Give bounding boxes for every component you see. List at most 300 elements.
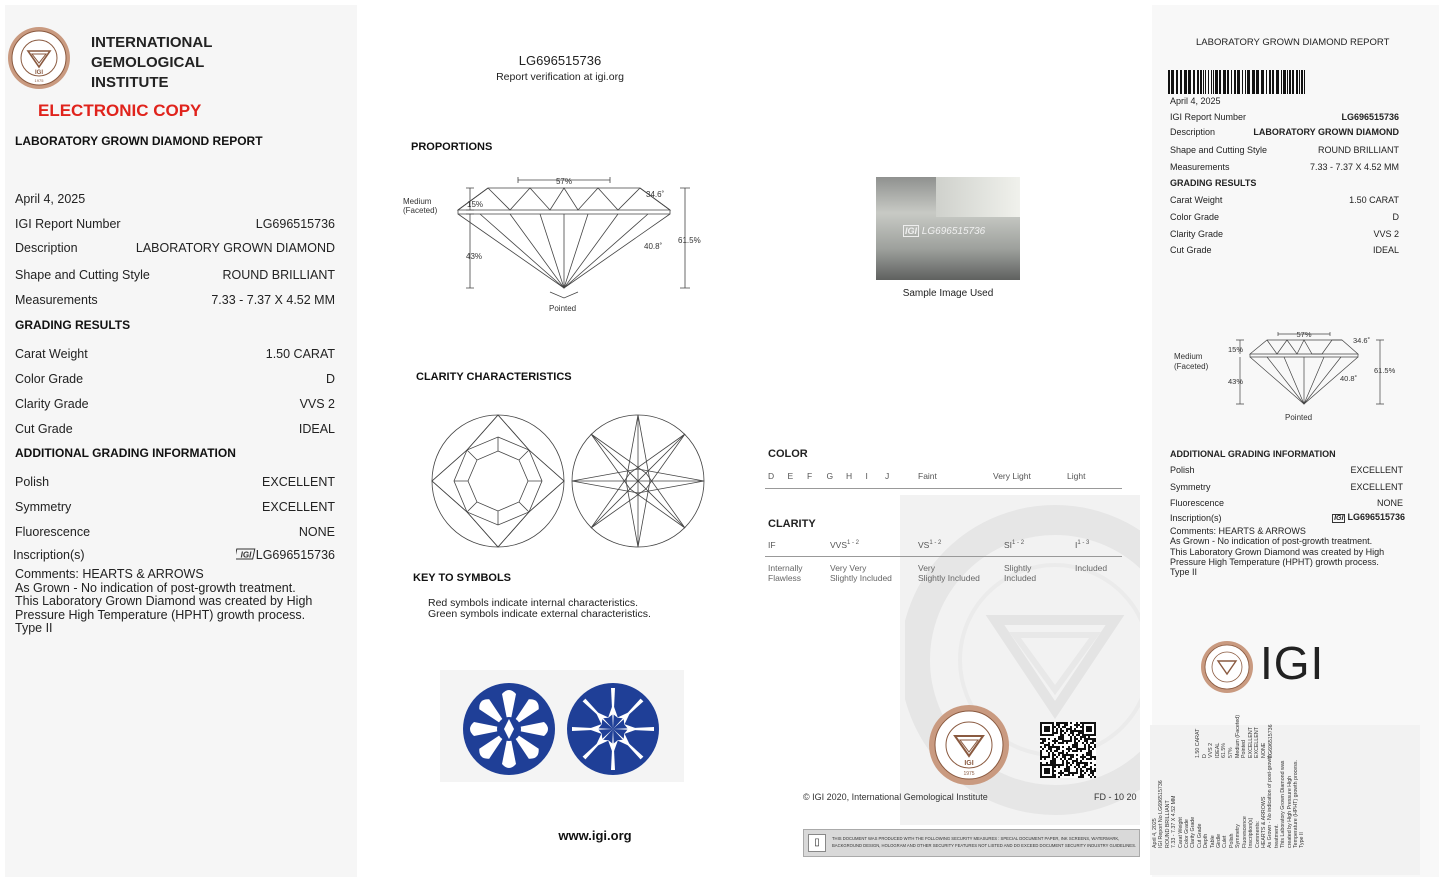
qr-module xyxy=(1056,722,1058,724)
svg-text:1975: 1975 xyxy=(34,78,44,83)
barcode-bar xyxy=(1193,70,1195,94)
website-link[interactable]: www.igi.org xyxy=(558,828,632,843)
prop-pavilion-depth-label: 43% xyxy=(466,252,483,261)
qr-module xyxy=(1052,760,1054,762)
qr-module xyxy=(1076,722,1078,724)
qr-module xyxy=(1066,722,1068,724)
right-date: April 4, 2025 xyxy=(1170,96,1221,106)
clarity-vs-desc-1: Very xyxy=(918,563,936,573)
qr-code-icon[interactable] xyxy=(1040,722,1096,778)
qr-module xyxy=(1092,770,1094,772)
right-prop-girdle-label-1: Medium xyxy=(1174,352,1203,361)
qr-module xyxy=(1078,748,1080,750)
right-prop-pavilion-depth-label: 43% xyxy=(1228,377,1244,386)
barcode-bar xyxy=(1289,70,1291,94)
qr-module xyxy=(1066,748,1068,750)
stub-row: Color Grade xyxy=(1184,819,1191,848)
clarity-si-desc-1: Slightly xyxy=(1004,563,1032,573)
qr-module xyxy=(1050,760,1052,762)
qr-module xyxy=(1076,754,1078,756)
qr-module xyxy=(1062,734,1064,736)
igi-brand-seal-icon xyxy=(1200,640,1254,694)
qr-module xyxy=(1092,748,1094,750)
value-carat: 1.50 CARAT xyxy=(265,347,335,361)
right-comment-line: This Laboratory Grown Diamond was created by High xyxy=(1170,546,1385,557)
clarity-vvs-desc-2: Slightly Included xyxy=(830,573,892,583)
barcode-bar xyxy=(1261,70,1264,94)
qr-module xyxy=(1090,770,1092,772)
qr-module xyxy=(1068,772,1070,774)
qr-module xyxy=(1074,738,1076,740)
barcode-bar xyxy=(1171,70,1174,94)
clarity-si-label: SI xyxy=(1004,540,1013,550)
qr-module xyxy=(1044,746,1046,748)
stub-row: April 4, 2025 xyxy=(1152,818,1158,848)
stub-value: EXCELLENT xyxy=(1254,727,1261,758)
right-label-color: Color Grade xyxy=(1170,212,1220,222)
right-value-measurements: 7.33 - 7.37 X 4.52 MM xyxy=(1309,162,1399,172)
color-light: Light xyxy=(1067,471,1086,481)
qr-module xyxy=(1046,744,1048,746)
qr-module xyxy=(1094,744,1096,746)
key-to-symbols-line1: Red symbols indicate internal characteristics. xyxy=(428,597,639,609)
stub-row: 7.33 - 7.37 X 4.52 MM xyxy=(1171,795,1178,848)
qr-module xyxy=(1064,770,1066,772)
prop-girdle-label-2: (Faceted) xyxy=(403,206,438,215)
qr-module xyxy=(1076,742,1078,744)
color-grade-letter: E xyxy=(787,471,794,481)
stub-row: Type II xyxy=(1299,832,1306,848)
additional-info-heading: ADDITIONAL GRADING INFORMATION xyxy=(15,446,236,460)
qr-module xyxy=(1060,764,1062,766)
qr-module xyxy=(1074,724,1076,726)
qr-module xyxy=(1092,740,1094,742)
right-prop-table-label: 57% xyxy=(1296,330,1312,339)
qr-module xyxy=(1062,730,1064,732)
comment-line: Comments: HEARTS & ARROWS xyxy=(15,567,204,581)
clarity-if-desc-2: Flawless xyxy=(768,573,802,583)
qr-module xyxy=(1044,738,1046,740)
qr-module xyxy=(1058,726,1060,728)
org-name-line3: INSTITUTE xyxy=(91,74,169,91)
right-prop-crown-angle-label: 34.6˚ xyxy=(1353,336,1371,345)
qr-module xyxy=(1068,770,1070,772)
stub-row: Polish xyxy=(1228,833,1235,848)
qr-module xyxy=(1048,752,1050,754)
qr-module xyxy=(1084,772,1086,774)
prop-culet-label: Pointed xyxy=(549,304,577,313)
color-grade-letter: I xyxy=(865,471,868,481)
qr-module xyxy=(1090,776,1092,778)
barcode-bar xyxy=(1287,70,1288,94)
barcode-bar xyxy=(1252,70,1255,94)
security-strip xyxy=(803,829,1140,857)
qr-module xyxy=(1054,740,1056,742)
prop-total-depth-label: 61.5% xyxy=(678,236,701,245)
qr-module xyxy=(1090,762,1092,764)
qr-module xyxy=(1064,726,1066,728)
qr-module xyxy=(1092,738,1094,740)
barcode-icon xyxy=(1168,70,1308,94)
qr-module xyxy=(1064,724,1066,726)
qr-module xyxy=(1042,756,1044,758)
qr-module xyxy=(1068,728,1070,730)
qr-module xyxy=(1072,756,1074,758)
qr-module xyxy=(1056,750,1058,752)
qr-module xyxy=(1094,740,1096,742)
qr-module xyxy=(1078,776,1080,778)
barcode-bar xyxy=(1203,70,1204,94)
qr-module xyxy=(1054,732,1056,734)
clarity-if-desc xyxy=(768,563,803,583)
qr-module xyxy=(1044,768,1050,774)
color-grade-letter: F xyxy=(807,471,813,481)
qr-module xyxy=(1072,774,1074,776)
qr-module xyxy=(1086,762,1088,764)
barcode-bar xyxy=(1197,70,1199,94)
qr-module xyxy=(1070,736,1072,738)
barcode-bar xyxy=(1292,70,1294,94)
barcode-bar xyxy=(1215,70,1218,94)
qr-module xyxy=(1080,762,1082,764)
right-value-color: D xyxy=(1392,212,1399,222)
stub-value: LG696515736 xyxy=(1267,724,1274,758)
right-grading-results-heading: GRADING RESULTS xyxy=(1170,178,1257,188)
prop-pavilion-angle-label: 40.8˚ xyxy=(644,242,663,251)
qr-module xyxy=(1040,738,1042,740)
right-comment-line: Pressure High Temperature (HPHT) growth process. xyxy=(1170,556,1379,567)
qr-module xyxy=(1064,732,1066,734)
qr-module xyxy=(1090,754,1092,756)
qr-module xyxy=(1088,758,1090,760)
comment-line: Pressure High Temperature (HPHT) growth process. xyxy=(15,607,306,622)
right-prop-crown-height-label: 15% xyxy=(1228,345,1244,354)
qr-module xyxy=(1050,746,1052,748)
right-prop-total-depth-label: 61.5% xyxy=(1374,366,1396,375)
qr-module xyxy=(1042,742,1044,744)
label-measurements: Measurements xyxy=(15,293,98,307)
qr-module xyxy=(1094,738,1096,740)
qr-module xyxy=(1060,742,1062,744)
qr-module xyxy=(1076,734,1078,736)
qr-module xyxy=(1090,768,1092,770)
qr-module xyxy=(1080,726,1082,728)
qr-module xyxy=(1060,774,1062,776)
qr-module xyxy=(1054,770,1056,772)
label-carat: Carat Weight xyxy=(15,347,88,361)
report-number-heading: LG696515736 xyxy=(518,53,602,68)
clarity-vvs-desc xyxy=(830,563,892,583)
qr-module xyxy=(1072,760,1074,762)
clarity-i-sup: 1 - 3 xyxy=(1077,540,1090,547)
barcode-bar xyxy=(1168,70,1170,94)
qr-module xyxy=(1086,770,1088,772)
qr-module xyxy=(1080,772,1082,774)
inscription-text: LG696515736 xyxy=(255,548,335,562)
stub-row: Temperature (HPHT) growth process. xyxy=(1292,759,1299,848)
security-text-line1: THIS DOCUMENT WAS PRODUCED WITH THE FOLLOWING SECURITY MEASURES : SPECIAL DOCUMENT PAPER, INK SCREENS, WATERMARK, xyxy=(832,836,1120,841)
comments xyxy=(15,568,312,636)
qr-module xyxy=(1068,762,1070,764)
qr-module xyxy=(1056,728,1058,730)
qr-module xyxy=(1082,766,1084,768)
qr-module xyxy=(1060,770,1062,772)
sample-inscription xyxy=(903,226,985,237)
qr-module xyxy=(1062,722,1064,724)
qr-module xyxy=(1068,768,1070,770)
clarity-characteristics-heading: CLARITY CHARACTERISTICS xyxy=(416,371,572,383)
qr-module xyxy=(1062,760,1064,762)
arrows-pattern-icon xyxy=(566,682,660,776)
qr-module xyxy=(1082,776,1084,778)
qr-module xyxy=(1074,742,1076,744)
right-label-symmetry: Symmetry xyxy=(1170,482,1211,492)
qr-module xyxy=(1088,752,1090,754)
qr-module xyxy=(1052,756,1054,758)
stub-value: 57% xyxy=(1227,747,1234,758)
value-cut: IDEAL xyxy=(298,422,335,436)
right-label-polish: Polish xyxy=(1170,465,1195,475)
barcode-bar xyxy=(1266,70,1267,94)
security-lock-icon: ▯ xyxy=(808,834,826,852)
qr-module xyxy=(1080,760,1082,762)
label-color: Color Grade xyxy=(15,372,84,386)
qr-module xyxy=(1058,742,1060,744)
qr-module xyxy=(1042,748,1044,750)
qr-module xyxy=(1044,726,1050,732)
form-code: FD - 10 20 xyxy=(1094,792,1137,802)
right-value-cut: IDEAL xyxy=(1372,245,1399,255)
qr-module xyxy=(1064,756,1066,758)
qr-module xyxy=(1054,760,1056,762)
qr-module xyxy=(1080,738,1082,740)
qr-module xyxy=(1086,726,1092,732)
stub-value: VVS 2 xyxy=(1208,742,1215,758)
qr-module xyxy=(1082,770,1084,772)
qr-module xyxy=(1080,748,1082,750)
qr-module xyxy=(1054,726,1056,728)
qr-module xyxy=(1070,722,1072,724)
qr-module xyxy=(1058,752,1060,754)
stub-row: As Grown - No indication of post-growth xyxy=(1267,754,1274,848)
qr-module xyxy=(1054,750,1056,752)
qr-module xyxy=(1042,740,1044,742)
qr-module xyxy=(1064,758,1066,760)
qr-module xyxy=(1056,764,1058,766)
qr-module xyxy=(1080,768,1082,770)
qr-module xyxy=(1040,754,1042,756)
value-polish: EXCELLENT xyxy=(262,475,335,489)
right-proportions-diagram xyxy=(1172,328,1402,424)
clarity-si xyxy=(1004,540,1024,550)
qr-module xyxy=(1070,740,1072,742)
barcode-bar xyxy=(1227,70,1229,94)
qr-module xyxy=(1082,756,1084,758)
grading-results-heading: GRADING RESULTS xyxy=(15,318,131,332)
qr-module xyxy=(1088,750,1090,752)
qr-module xyxy=(1078,762,1080,764)
qr-module xyxy=(1092,756,1094,758)
qr-module xyxy=(1090,752,1092,754)
svg-text:IGI: IGI xyxy=(964,760,974,767)
svg-text:IGI: IGI xyxy=(240,550,252,560)
qr-module xyxy=(1090,750,1092,752)
qr-module xyxy=(1054,754,1056,756)
qr-module xyxy=(1048,744,1050,746)
barcode-bar xyxy=(1247,70,1250,94)
qr-module xyxy=(1072,730,1074,732)
qr-module xyxy=(1058,748,1060,750)
label-inscription: Inscription(s) xyxy=(13,548,85,562)
qr-module xyxy=(1086,752,1088,754)
svg-text:IGI: IGI xyxy=(34,70,44,76)
qr-module xyxy=(1076,724,1078,726)
qr-module xyxy=(1094,764,1096,766)
stub-row: This Laboratory Grown Diamond was xyxy=(1280,760,1287,848)
qr-module xyxy=(1064,740,1066,742)
qr-module xyxy=(1074,760,1076,762)
qr-module xyxy=(1052,758,1054,760)
qr-module xyxy=(1084,766,1086,768)
qr-module xyxy=(1060,758,1062,760)
igi-inscription-logo-icon: IGI xyxy=(1334,515,1344,522)
qr-module xyxy=(1084,748,1086,750)
qr-module xyxy=(1040,742,1042,744)
qr-module xyxy=(1074,744,1076,746)
qr-module xyxy=(1068,740,1070,742)
clarity-vs-label: VS xyxy=(918,540,930,550)
qr-module xyxy=(1046,762,1048,764)
right-label-description: Description xyxy=(1170,127,1216,137)
qr-module xyxy=(1080,722,1082,724)
barcode-bar xyxy=(1234,70,1236,94)
stub-row: treatment. xyxy=(1273,824,1280,848)
prop-table-label: 57% xyxy=(555,177,573,186)
qr-module xyxy=(1094,746,1096,748)
qr-module xyxy=(1056,748,1058,750)
qr-module xyxy=(1058,776,1060,778)
qr-module xyxy=(1078,724,1080,726)
prop-crown-height-label: 15% xyxy=(467,200,484,209)
qr-module xyxy=(1070,754,1072,756)
barcode-bar xyxy=(1283,70,1286,94)
clarity-vvs-label: VVS xyxy=(830,540,848,550)
barcode-bar xyxy=(1242,70,1243,94)
color-grade-letter: J xyxy=(885,471,890,481)
qr-module xyxy=(1064,754,1066,756)
qr-module xyxy=(1068,734,1070,736)
qr-module xyxy=(1046,750,1048,752)
right-label-fluorescence: Fluorescence xyxy=(1170,498,1225,508)
clarity-vvs-sup: 1 - 2 xyxy=(847,540,860,547)
qr-module xyxy=(1062,736,1064,738)
color-grade-letter: D xyxy=(768,471,775,481)
qr-module xyxy=(1054,764,1056,766)
stub-row: Depth xyxy=(1203,833,1210,848)
proportions-diagram xyxy=(400,170,710,315)
barcode-bar xyxy=(1205,70,1206,94)
qr-module xyxy=(1088,736,1090,738)
right-comment-line: As Grown - No indication of post-growth treatment. xyxy=(1170,536,1373,547)
stub-value: Medium (Faceted) xyxy=(1234,715,1241,758)
clarity-scale-heading: CLARITY xyxy=(768,518,816,530)
qr-module xyxy=(1094,770,1096,772)
qr-module xyxy=(1084,744,1086,746)
qr-module xyxy=(1080,750,1082,752)
qr-module xyxy=(1082,762,1084,764)
value-inscription xyxy=(236,548,335,562)
qr-module xyxy=(1086,764,1088,766)
qr-module xyxy=(1070,764,1072,766)
qr-module xyxy=(1062,738,1064,740)
qr-module xyxy=(1074,736,1076,738)
comment-line: This Laboratory Grown Diamond was created by High xyxy=(15,594,313,609)
value-clarity: VVS 2 xyxy=(299,397,335,411)
qr-module xyxy=(1042,738,1044,740)
right-label-cut: Cut Grade xyxy=(1170,245,1212,255)
clarity-plot-pavilion-icon xyxy=(570,413,706,549)
clarity-si-desc-2: Included xyxy=(1004,573,1037,583)
stub-row: IGI Report No LG696515736 xyxy=(1158,780,1165,848)
qr-module xyxy=(1090,738,1092,740)
stub-values xyxy=(1195,715,1274,758)
qr-module xyxy=(1084,736,1086,738)
qr-module xyxy=(1070,726,1072,728)
qr-module xyxy=(1074,730,1076,732)
stub-row: Fluorescence xyxy=(1241,816,1248,848)
qr-module xyxy=(1076,758,1078,760)
qr-module xyxy=(1054,742,1056,744)
qr-module xyxy=(1044,744,1046,746)
qr-module xyxy=(1084,738,1086,740)
color-scale-heading: COLOR xyxy=(768,448,808,460)
right-label-shape: Shape and Cutting Style xyxy=(1170,145,1268,155)
qr-module xyxy=(1056,732,1058,734)
qr-module xyxy=(1044,758,1046,760)
qr-module xyxy=(1090,772,1092,774)
qr-module xyxy=(1090,758,1092,760)
security-text-line2: BACKGROUND DESIGN, HOLOGRAM AND OTHER SECURITY FEATURES NOT LISTED AND DO EXCEED DOCUMENT SECURITY INDUSTRY GUIDELINES. xyxy=(832,843,1137,848)
qr-module xyxy=(1066,742,1068,744)
qr-module xyxy=(1062,740,1064,742)
qr-module xyxy=(1064,722,1066,724)
qr-module xyxy=(1076,762,1078,764)
qr-module xyxy=(1060,736,1062,738)
qr-module xyxy=(1088,774,1090,776)
right-value-carat: 1.50 CARAT xyxy=(1349,195,1399,205)
qr-module xyxy=(1070,748,1072,750)
qr-module xyxy=(1062,742,1064,744)
stub-row: HEARTS & ARROWS xyxy=(1260,796,1267,848)
qr-module xyxy=(1040,752,1042,754)
qr-module xyxy=(1054,766,1056,768)
clarity-vvs-desc-1: Very Very xyxy=(830,563,867,573)
label-report-number: IGI Report Number xyxy=(15,217,121,231)
qr-module xyxy=(1080,774,1082,776)
igi-seal-large-icon xyxy=(928,704,1010,786)
qr-module xyxy=(1078,734,1080,736)
qr-module xyxy=(1058,724,1060,726)
color-scale-line xyxy=(765,488,1122,489)
qr-module xyxy=(1076,764,1078,766)
label-description: Description xyxy=(15,241,78,255)
qr-module xyxy=(1058,766,1060,768)
qr-module xyxy=(1090,746,1092,748)
value-symmetry: EXCELLENT xyxy=(262,500,335,514)
qr-module xyxy=(1040,758,1042,760)
qr-module xyxy=(1066,730,1068,732)
qr-module xyxy=(1056,730,1058,732)
